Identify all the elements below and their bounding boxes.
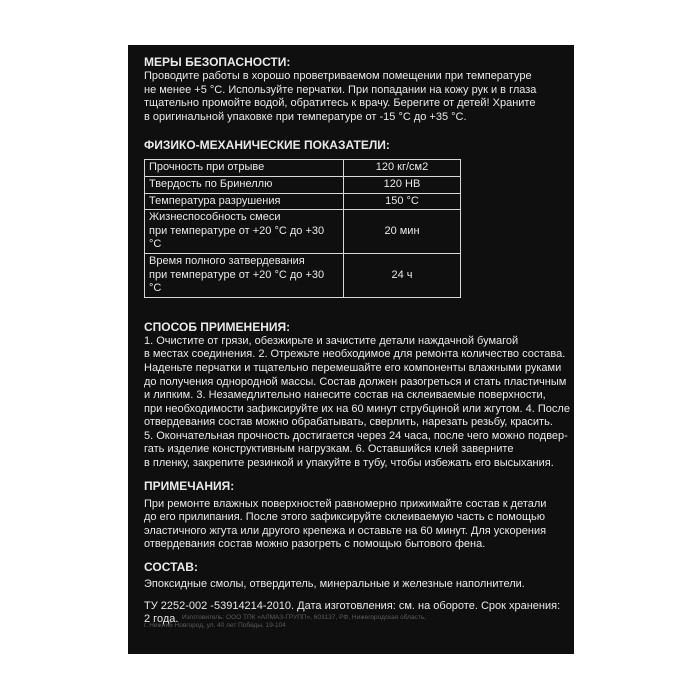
usage-line: гать изделие конструктивным нагрузкам. 6. Оставшийся клей заверните	[144, 443, 514, 456]
usage-line: до получения однородной массы. Состав должен разогреться и стать пластичным	[144, 375, 567, 388]
notes-section	[144, 479, 560, 552]
spec-name: Прочность при отрыве	[145, 160, 344, 177]
notes-heading: ПРИМЕЧАНИЯ:	[144, 478, 235, 493]
usage-line: Наденьте перчатки и тщательно перемешайте его компоненты влажными руками	[144, 361, 562, 374]
spec-value: 150 °С	[344, 193, 461, 210]
usage-line: отвердевания состав можно обрабатывать, сверлить, нарезать резьбу, красить.	[144, 416, 553, 429]
usage-line: и липким. 3. Незамедлительно нанесите состав на склеиваемые поверхности,	[144, 389, 546, 402]
safety-section	[144, 55, 560, 124]
manufacturer-info	[144, 614, 426, 630]
composition-heading: СОСТАВ:	[144, 560, 198, 575]
usage-line: 5. Окончательная прочность достигается через 24 часа, после чего можно подвер-	[144, 429, 568, 442]
notes-line: При ремонте влажных поверхностей равномерно прижимайте состав к детали	[144, 497, 547, 510]
specs-table	[144, 159, 461, 297]
table-row	[145, 160, 461, 177]
safety-heading: МЕРЫ БЕЗОПАСНОСТИ:	[144, 55, 291, 69]
usage-line: в местах соединения. 2. Отрежьте необходимое для ремонта количество состава.	[144, 348, 566, 361]
safety-line: не менее +5 °С. Используйте перчатки. При попадании на кожу рук и в глаза	[144, 83, 537, 96]
footer-line: 2 года.	[144, 613, 179, 626]
spec-value: 120 HB	[344, 176, 461, 193]
spec-value: 20 мин	[344, 210, 461, 254]
table-row	[145, 176, 461, 193]
notes-line: эластичного жгута или другого крепежа и оставьте на 60 минут. Для ускорения	[144, 524, 547, 537]
spec-name: Твердость по Бринеллю	[145, 176, 344, 193]
usage-line: в пленку, закрепите резинкой и упакуйте в тубу, чтобы избежать его высыхания.	[144, 457, 554, 470]
manufacturer-line: г. Нижний Новгород, ул. 40 лет Победы, 19-104	[144, 622, 286, 629]
spec-name: Температура разрушения	[145, 193, 344, 210]
composition-section	[144, 560, 560, 592]
table-row	[145, 253, 461, 297]
notes-line: до его прилипания. После этого зафиксируйте склеиваемую часть с помощью	[144, 511, 546, 524]
composition-text: Эпоксидные смолы, отвердитель, минеральные и железные наполнители.	[144, 578, 525, 591]
manufacturer-line: Изготовитель: ООО ТПК «АЛМАЗ-ГРУПП», 603137, РФ, Нижегородская область,	[182, 614, 426, 621]
table-row	[145, 193, 461, 210]
spec-name: Жизнеспособность смеси при температуре от +20 °С до +30 °С	[145, 210, 344, 254]
instruction-card	[128, 45, 574, 654]
table-row	[145, 210, 461, 254]
spec-value: 120 кг/см2	[344, 160, 461, 177]
safety-line: тщательно промойте водой, обратитесь к врачу. Берегите от детей! Храните	[144, 97, 536, 110]
notes-line: отвердевания состав можно разогреть с помощью бытового фена.	[144, 538, 486, 551]
specs-heading: ФИЗИКО-МЕХАНИЧЕСКИЕ ПОКАЗАТЕЛИ:	[144, 138, 390, 153]
usage-heading: СПОСОБ ПРИМЕНЕНИЯ:	[144, 319, 291, 334]
specs-section	[144, 138, 560, 297]
safety-line: Проводите работы в хорошо проветриваемом помещении при температуре	[144, 70, 532, 82]
footer-line: ТУ 2252-002 -53914214-2010. Дата изготовления: см. на обороте. Срок хранения:	[144, 599, 561, 612]
usage-line: при необходимости зафиксируйте их на 60 минут струбциной или жгутом. 4. После	[144, 402, 570, 415]
usage-section	[144, 319, 570, 471]
spec-value: 24 ч	[344, 253, 461, 297]
usage-line: 1. Очистите от грязи, обезжирьте и зачистите детали наждачной бумагой	[144, 334, 519, 347]
spec-name: Время полного затвердевания при температуре от +20 °С до +30 °С	[145, 253, 344, 297]
safety-line: в оригинальной упаковке при температуре от -15 °С до +35 °С.	[144, 110, 467, 123]
